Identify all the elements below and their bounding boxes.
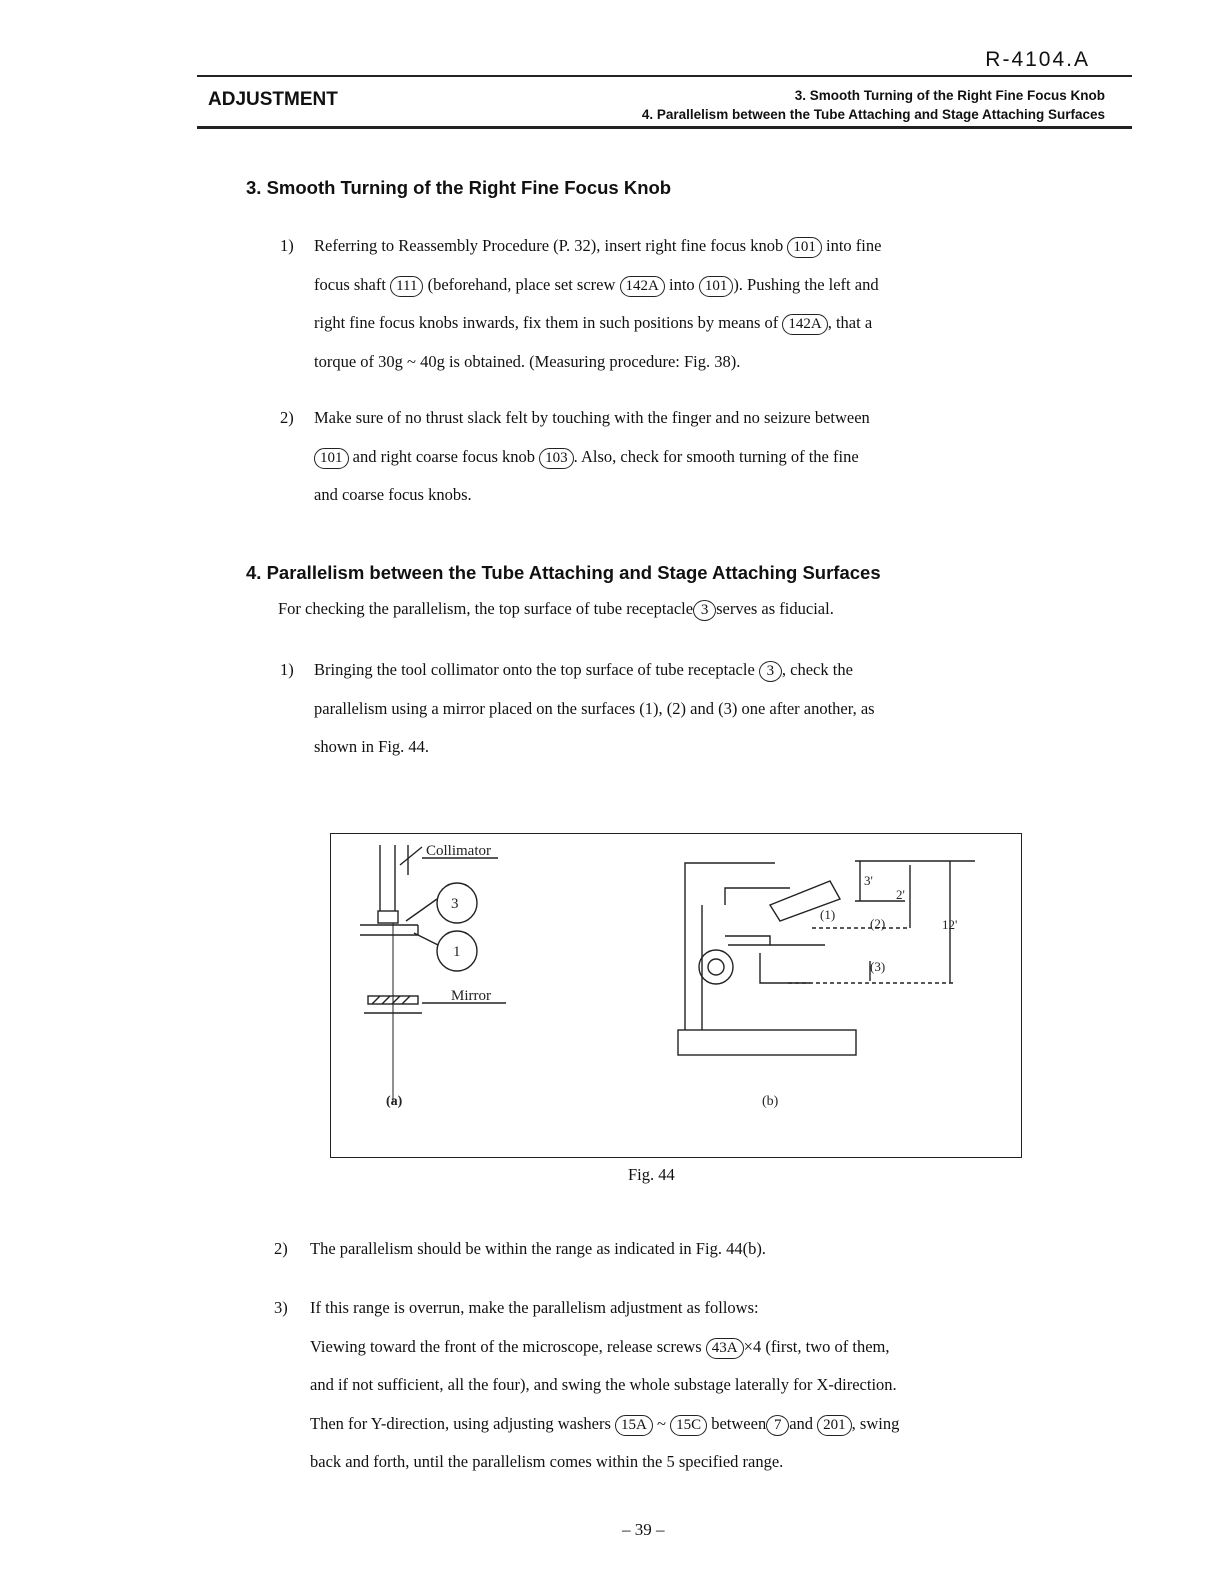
label-dim-12p: 12': [942, 917, 958, 932]
s3-item2-number: 2): [280, 408, 294, 427]
s4-item3-line5: back and forth, until the parallelism comes within the 5 specified range.: [310, 1452, 784, 1471]
tube-holder: [725, 888, 790, 905]
header-section-label: ADJUSTMENT: [208, 89, 338, 110]
s4-item1-line2: parallelism using a mirror placed on the surfaces (1), (2) and (3) one after another, as: [314, 698, 875, 718]
s3-item2-line1: Make sure of no thrust slack felt by touching with the finger and no seizure between: [314, 408, 870, 427]
label-circle-1: 1: [453, 944, 461, 960]
s4-item3-text: [310, 1289, 1070, 1482]
collimator-leader: [400, 847, 422, 865]
label-fig-a: (a): [386, 1094, 403, 1109]
page-number: – 39 –: [622, 1520, 665, 1539]
s4-item3-line3: and if not sufficient, all the four), and swing the whole substage laterally for X-direction.: [310, 1375, 897, 1394]
s4-item2-number: 2): [274, 1239, 288, 1258]
label-dim-1: (1): [820, 907, 836, 922]
label-dim-2p: 2': [896, 887, 905, 902]
header-top-rule: [197, 75, 1132, 77]
label-circle-3: 3: [451, 896, 459, 912]
s4-item3-line2: Viewing toward the front of the microscope, release screws 43A ×4 (first, two of them,: [310, 1328, 1070, 1367]
part-callout: 103: [539, 448, 574, 469]
part-callout: 101: [314, 448, 349, 469]
label-dim-3: (3): [870, 959, 886, 974]
header-bottom-rule: [197, 126, 1132, 129]
s3-item1-line3: right fine focus knobs inwards, fix them in such positions by means of 142A , that a: [314, 304, 1054, 343]
s4-item2-text: The parallelism should be within the range as indicated in Fig. 44(b).: [310, 1239, 766, 1258]
header-topic-line-1: 3. Smooth Turning of the Right Fine Focus Knob: [794, 88, 1105, 103]
document-number: R-4104.A: [985, 48, 1090, 71]
part-callout: 3: [759, 661, 782, 682]
part-callout: 15A: [615, 1415, 653, 1436]
section-4-title: 4. Parallelism between the Tube Attaching and Stage Attaching Surfaces: [246, 562, 881, 583]
label-dim-2: (2): [870, 916, 886, 931]
s3-item1-number: 1): [280, 236, 294, 255]
label-collimator: Collimator: [426, 843, 491, 859]
collimator-lens: [378, 911, 398, 923]
substage: [760, 953, 810, 983]
s4-item3-number: 3): [274, 1298, 288, 1317]
s4-item3-line4: Then for Y-direction, using adjusting washers 15A ~ 15C between 7 and 201 , swing: [310, 1405, 1070, 1444]
focus-knob: [699, 950, 733, 984]
s4-item1-line3: shown in Fig. 44.: [314, 737, 430, 756]
s3-item1-text: [314, 227, 1054, 381]
part-callout: 7: [766, 1415, 789, 1436]
part-callout: 101: [699, 276, 734, 297]
microscope-base: [678, 1030, 856, 1055]
section-3-title: 3. Smooth Turning of the Right Fine Focus Knob: [246, 177, 672, 198]
part-callout: 142A: [782, 314, 827, 335]
figure-44-drawing: [330, 833, 1022, 1158]
s4-item3-line1: If this range is overrun, make the parallelism adjustment as follows:: [310, 1298, 759, 1317]
figure-44-caption: Fig. 44: [628, 1165, 675, 1184]
s3-item2-line3: and coarse focus knobs.: [314, 485, 472, 504]
part-callout: 201: [817, 1415, 852, 1436]
s4-item1-number: 1): [280, 660, 294, 679]
header-topic-line-2: 4. Parallelism between the Tube Attaching and Stage Attaching Surfaces: [641, 107, 1105, 122]
part-callout: 101: [787, 237, 822, 258]
s3-item2-text: [314, 399, 1054, 515]
part-callout: 111: [390, 276, 423, 297]
part-callout: 3: [693, 600, 716, 621]
s3-item2-line2: 101 and right coarse focus knob 103 . Also, check for smooth turning of the fine: [314, 438, 1054, 477]
section-4-intro: For checking the parallelism, the top surface of tube receptacle 3 serves as fiducial.: [278, 590, 1058, 629]
label-mirror: Mirror: [451, 988, 491, 1004]
s3-item1-line4: torque of 30g ~ 40g is obtained. (Measuring procedure: Fig. 38).: [314, 351, 741, 371]
stage-arm: [725, 936, 825, 945]
s3-item1-line2: focus shaft 111 (beforehand, place set screw 142A into 101 ). Pushing the left and: [314, 266, 1054, 305]
s4-item1-line1: Bringing the tool collimator onto the top surface of tube receptacle 3 , check the: [314, 651, 1054, 690]
label-dim-3p: 3': [864, 873, 873, 888]
part-callout: 15C: [670, 1415, 707, 1436]
part-callout: 142A: [620, 276, 665, 297]
label-fig-b: (b): [762, 1094, 779, 1109]
s4-item1-text: [314, 651, 1054, 767]
s3-item1-line1: Referring to Reassembly Procedure (P. 32), insert right fine focus knob 101 into fine: [314, 227, 1054, 266]
part-callout: 43A: [706, 1338, 744, 1359]
